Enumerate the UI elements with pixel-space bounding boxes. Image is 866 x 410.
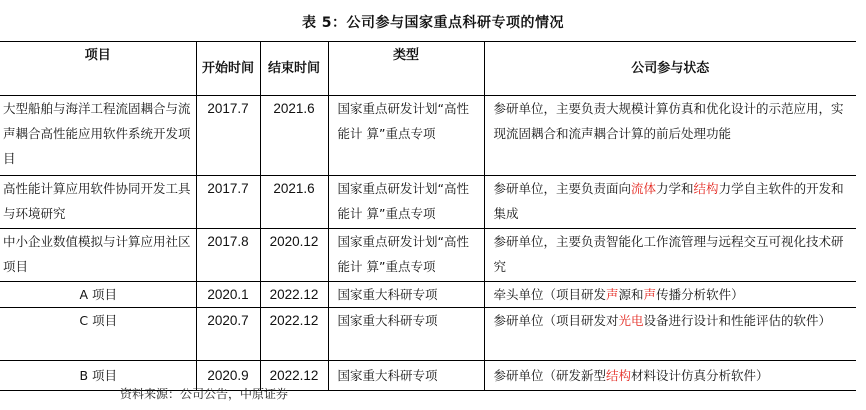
start-cell: 2020.1 — [196, 282, 260, 308]
project-cell: 高性能计算应用软件协同开发工具与环境研究 — [0, 176, 196, 229]
research-projects-table — [0, 41, 856, 391]
type-cell: 国家重大科研专项 — [328, 282, 484, 308]
start-cell: 2020.7 — [196, 308, 260, 361]
header-type: 类型 — [328, 42, 484, 96]
table-row — [0, 229, 856, 282]
status-cell — [484, 308, 856, 361]
end-cell: 2022.12 — [260, 361, 328, 391]
status-highlight: 结构 — [606, 368, 632, 383]
status-text: 设备进行设计和性能评估的软件） — [643, 313, 832, 328]
status-text: 牵头单位（项目研发 — [493, 287, 607, 302]
status-text: 力学自主软件的开发和集成 — [493, 181, 844, 221]
status-highlight: 声 — [643, 287, 657, 302]
status-text: 源和 — [618, 287, 644, 302]
status-cell — [484, 229, 856, 282]
project-cell: B 项目 — [0, 361, 196, 391]
project-cell: 大型船舶与海洋工程流固耦合与流声耦合高性能应用软件系统开发项目 — [0, 96, 196, 176]
header-participation-status: 公司参与状态 — [484, 42, 856, 96]
status-cell — [484, 176, 856, 229]
type-cell: 国家重点研发计划“高性能计 算”重点专项 — [328, 229, 484, 282]
type-cell: 国家重点研发计划“高性能计 算”重点专项 — [328, 176, 484, 229]
type-cell: 国家重大科研专项 — [328, 361, 484, 391]
status-text: 参研单位（项目研发对 — [493, 313, 619, 328]
header-end-time: 结束时间 — [260, 42, 328, 96]
source-note: 资料来源：公司公告，中原证券 — [120, 387, 289, 401]
end-cell: 2021.6 — [260, 96, 328, 176]
type-cell: 国家重大科研专项 — [328, 308, 484, 361]
status-cell — [484, 282, 856, 308]
end-cell: 2022.12 — [260, 308, 328, 361]
table-row — [0, 308, 856, 361]
status-text: 传播分析软件） — [656, 287, 744, 302]
table-title: 表 5：公司参与国家重点科研专项的情况 — [301, 15, 565, 31]
type-cell: 国家重点研发计划“高性能计 算”重点专项 — [328, 96, 484, 176]
header-start-time: 开始时间 — [196, 42, 260, 96]
table-row — [0, 176, 856, 229]
table-header-row — [0, 42, 856, 96]
table-row — [0, 96, 856, 176]
end-cell: 2020.12 — [260, 229, 328, 282]
status-cell — [484, 96, 856, 176]
table-row — [0, 282, 856, 308]
status-highlight: 结构 — [693, 181, 719, 196]
status-text: 参研单位，主要负责面向 — [493, 181, 632, 196]
status-highlight: 光电 — [618, 313, 644, 328]
start-cell: 2017.7 — [196, 96, 260, 176]
status-text: 参研单位（研发新型 — [493, 368, 607, 383]
start-cell: 2017.7 — [196, 176, 260, 229]
start-cell: 2020.9 — [196, 361, 260, 391]
header-project: 项目 — [0, 42, 196, 96]
project-cell: C 项目 — [0, 308, 196, 361]
status-highlight: 声 — [606, 287, 619, 302]
status-cell — [484, 361, 856, 391]
status-text: 参研单位，主要负责大规模计算仿真和优化设计的示范应用，实现流固耦合和流声耦合计算的前后处理功能 — [493, 101, 844, 141]
status-highlight: 流体 — [631, 181, 657, 196]
status-text: 参研单位，主要负责智能化工作流管理与远程交互可视化技术研究 — [493, 234, 844, 274]
status-text: 力学和 — [656, 181, 694, 196]
start-cell: 2017.8 — [196, 229, 260, 282]
end-cell: 2022.12 — [260, 282, 328, 308]
status-text: 材料设计仿真分析软件） — [631, 368, 769, 383]
project-cell: A 项目 — [0, 282, 196, 308]
end-cell: 2021.6 — [260, 176, 328, 229]
project-cell: 中小企业数值模拟与计算应用社区项目 — [0, 229, 196, 282]
